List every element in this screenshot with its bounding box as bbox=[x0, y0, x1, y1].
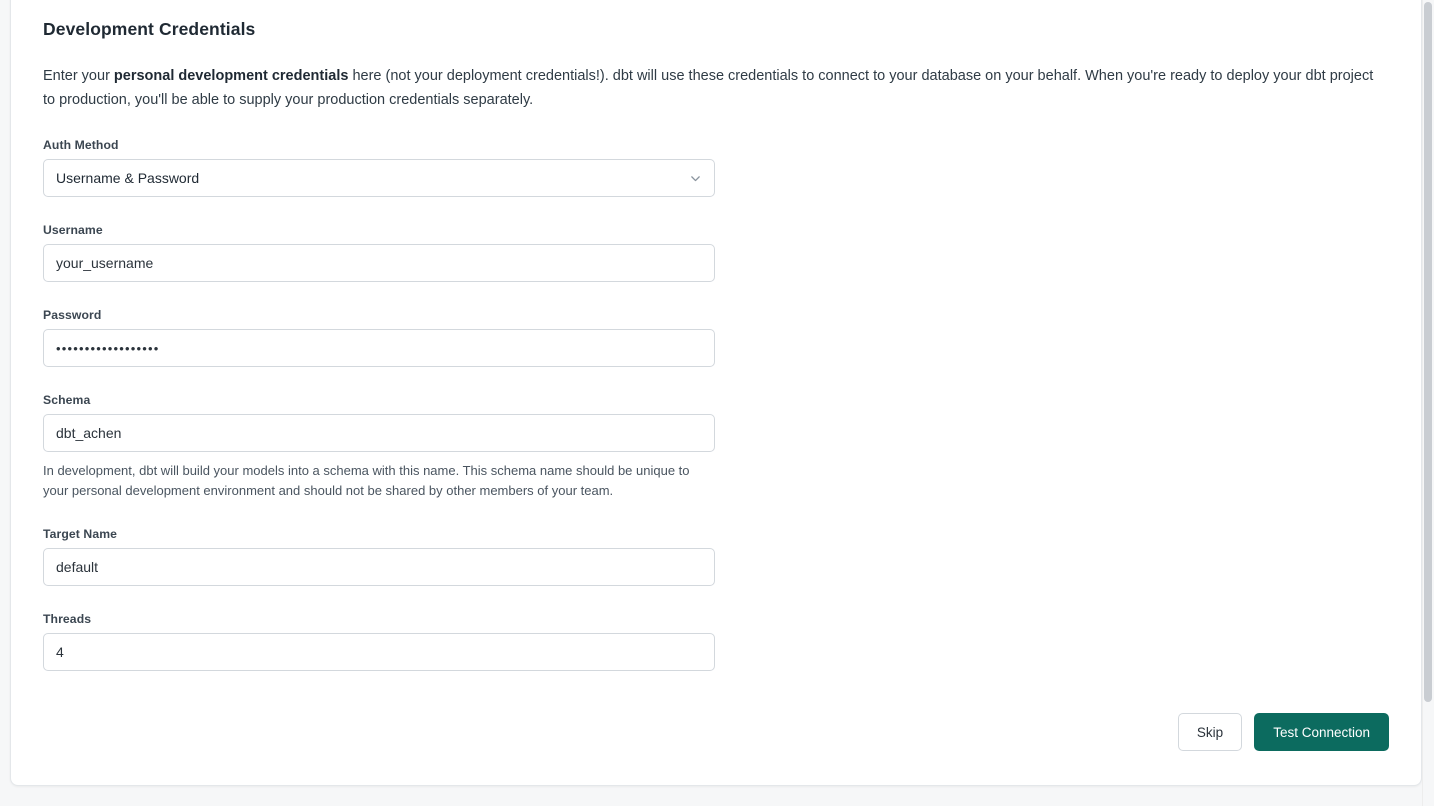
field-target-name bbox=[43, 527, 1389, 586]
username-input[interactable] bbox=[43, 244, 715, 282]
username-label: Username bbox=[43, 223, 103, 237]
chevron-down-icon bbox=[688, 171, 702, 185]
target-name-label: Target Name bbox=[43, 527, 118, 541]
auth-method-select[interactable] bbox=[43, 159, 715, 197]
card-content bbox=[11, 0, 1421, 671]
skip-button[interactable]: Skip bbox=[1178, 713, 1242, 751]
page-scrollbar[interactable] bbox=[1422, 0, 1434, 806]
schema-label: Schema bbox=[43, 393, 91, 407]
intro-bold: personal development credentials bbox=[113, 68, 349, 84]
test-connection-button[interactable]: Test Connection bbox=[1254, 713, 1389, 751]
schema-help-text: In development, dbt will build your models into a schema with this name. This schema name should be unique to your personal development environment and should not be shared by other members of your team. bbox=[43, 463, 690, 498]
password-input[interactable] bbox=[43, 329, 715, 367]
field-password bbox=[43, 308, 1389, 367]
development-credentials-card bbox=[10, 0, 1422, 786]
target-name-value: default bbox=[56, 559, 99, 575]
password-value: •••••••••••••••••• bbox=[56, 340, 160, 356]
threads-label: Threads bbox=[43, 612, 92, 626]
threads-input[interactable] bbox=[43, 633, 715, 671]
page-title: Development Credentials bbox=[43, 19, 256, 39]
scrollbar-thumb[interactable] bbox=[1424, 2, 1432, 702]
field-threads bbox=[43, 612, 1389, 671]
password-label: Password bbox=[43, 308, 102, 322]
intro-prefix: Enter your bbox=[43, 68, 114, 84]
form-actions bbox=[1178, 713, 1389, 751]
username-value: your_username bbox=[56, 255, 154, 271]
intro-paragraph bbox=[43, 64, 1383, 112]
field-schema bbox=[43, 393, 1389, 501]
schema-input[interactable] bbox=[43, 414, 715, 452]
intro-suffix: here (not your deployment credentials!). dbt will use these credentials to connect to your database on your behalf. When you're ready to deploy your dbt project to production, you'll be able to supply your production credentials separately. bbox=[43, 68, 1374, 108]
schema-value: dbt_achen bbox=[56, 425, 122, 441]
target-name-input[interactable] bbox=[43, 548, 715, 586]
auth-method-value: Username & Password bbox=[56, 170, 200, 186]
auth-method-label: Auth Method bbox=[43, 138, 119, 152]
threads-value: 4 bbox=[56, 644, 64, 660]
field-auth-method bbox=[43, 138, 1389, 197]
field-username bbox=[43, 223, 1389, 282]
